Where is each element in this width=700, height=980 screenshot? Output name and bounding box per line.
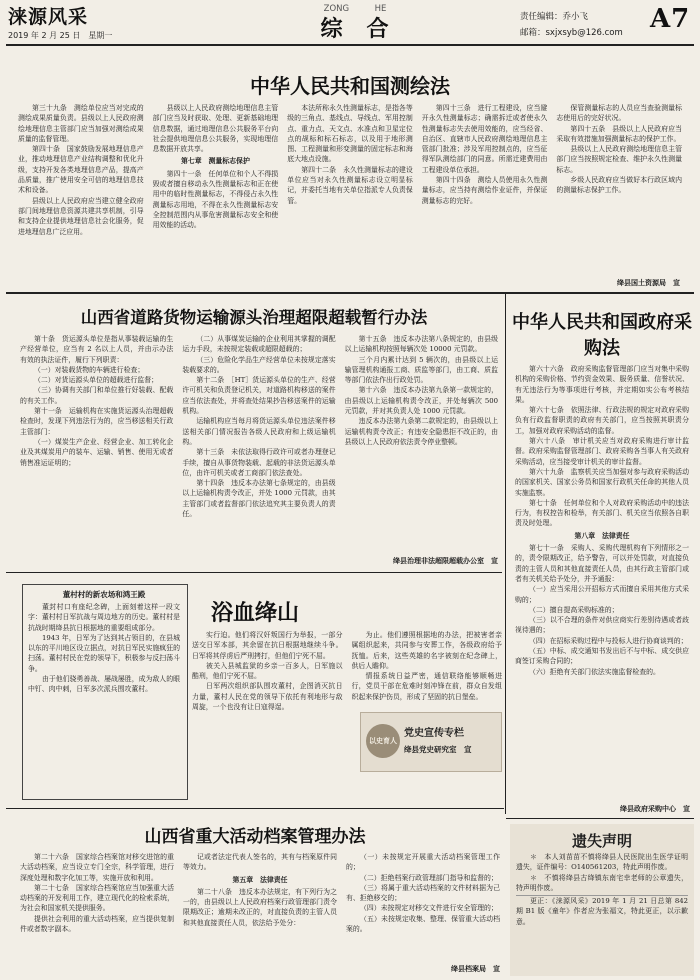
- divider: [6, 292, 694, 294]
- article2-paragraph: （三）协调有关部门和单位推行好装载、配载的有关工作。: [20, 386, 174, 405]
- article3-byline: 绛县政府采购中心 宣: [620, 805, 690, 813]
- article5-paragraph: （五）未按规定收集、整理、保管重大活动档案的。: [346, 914, 500, 934]
- article1-paragraph: 县级以上人民政府测绘地理信息主管部门应当按照规定检查、维护永久性测量标志。: [556, 145, 682, 174]
- article5-paragraph: 第二十七条 国家综合档案馆应当加强重大活动档案的开发利用工作，建立现代化的检索系统，为社会和国家机关提供服务。: [20, 883, 174, 913]
- article2-paragraph: （二）对货运源头单位的超载进行监督；: [34, 376, 159, 385]
- article2-col: [20, 334, 173, 552]
- editor-name: 责任编辑：乔小飞: [520, 12, 589, 22]
- article1-paragraph: 乡级人民政府应当做好本行政区域内的测量标志保护工作。: [556, 176, 682, 195]
- article4-paragraph: 实行迫。他们将汉奸叛国行为举报，一部分送交日军本部，其余留在抗日根据地继续斗争。日军将其俘虏后严刑拷打，但他们宁死不屈。: [192, 631, 343, 660]
- issue-date: 2019 年 2 月 25 日 星期一: [8, 31, 113, 40]
- article5-col: [346, 852, 500, 962]
- correction-notice: 更正：《涞源风采》2019 年 1 月 21 日总第 842 期 B1 版《童年》作者应为张福文，特此更正，以示歉意。: [516, 897, 688, 926]
- article4-paragraph: 日军两次组织部队围攻董村，企图消灭抗日力量，董村人民在党的领导下依托有利地形与敌周旋，一个也没有让日寇得逞。: [192, 682, 343, 712]
- article2-paragraph: （一）对装载货物的车辆进行检查；: [34, 365, 145, 374]
- article2-paragraph: 第十一条 运输机构在实施货运源头治理超载检查时，发现下列违法行为的，应当移送相关行政主管部门：: [20, 407, 174, 436]
- article2-byline: 绛县治理非法超限超载办公室 宣: [393, 557, 498, 565]
- article3-headline: 中华人民共和国政府采购法: [512, 312, 692, 359]
- article5-paragraph: 第二十六条 国家综合档案馆对移交进馆的重大活动档案，应当设立专门全宗，科学管理，进行深度处理和数字化加工等，实施开放和利用。: [20, 853, 174, 882]
- article1-paragraph: 保管测量标志的人员应当查验测量标志使用后的完好状况。: [556, 104, 682, 123]
- article1-chapter-heading: 第七章 测量标志保护: [180, 157, 250, 166]
- article5-paragraph: 提供社会利用的重大活动档案，应当提供复制件或者数字副本。: [20, 914, 174, 934]
- article2-paragraph: （二）从事煤炭运输的企业利用其掌握的调配运力手段，未按规定装载或超限超载的；: [182, 335, 336, 354]
- article2-paragraph: 第十条 货运源头单位是指从事装载运输的生产经营单位，应当有 2 名以上人员，并由示办法有效的执法证件，履行下列职责：: [20, 335, 174, 364]
- article4-paragraph: 被关入县城监狱的乡亲一百多人，日军施以酷刑，他们宁死不屈。: [192, 661, 343, 681]
- sidebar-paragraph: 董封村口有座纪念碑，上面刻着这样一段文字：董村村日军抗战与周边地方的历史。董村村是抗战时期绛县抗日根据地的重要组成部分。: [28, 603, 180, 632]
- article2-paragraph: 第十五条 违反本办法第八条规定的，由县级以上运输机构按照每辆次处 10000 元罚款。: [344, 335, 498, 354]
- article5-paragraph: （三）将属于重大活动档案的文件材料据为己有、拒绝移交的；: [346, 883, 500, 903]
- party-history-seal: 以史育人: [366, 724, 400, 758]
- column-divider: [505, 294, 506, 814]
- page-number: A7: [650, 4, 691, 34]
- article2-headline: 山西省道路货物运输源头治理超限超载暂行办法: [80, 308, 428, 327]
- article2-body: [20, 334, 498, 552]
- article2-paragraph: 运输机构应当每月将货运源头单位违法案件移送相关部门情况报告各级人民政府和上级运输机构。: [182, 417, 336, 446]
- lost-notice-title: 遗失声明: [571, 832, 632, 850]
- article1-paragraph: 县级以上人民政府应当建立健全政府部门间地理信息资源共建共享机制，引导和支持企业提供地理信息社会化服务，促进地理信息广泛应用。: [18, 196, 144, 236]
- divider: [6, 572, 502, 573]
- sidebar-paragraph: 1943 年，日军为了达到其占领目的，在县城以东的平川地区设立据点，对抗日军民实施疯狂的扫荡。董村村民在党的领导下，积极参与反扫荡斗争。: [28, 633, 180, 673]
- article1-col: [287, 103, 413, 275]
- article1-col: [422, 103, 548, 275]
- article3-paragraph: （六）拒绝有关部门依法实施监督检查的。: [529, 667, 660, 676]
- article2-paragraph: 第十四条 违反本办法第七条规定的，由县级以上运输机构责令改正，并处 1000 元罚款，由其主管部门或者监督部门依法追究其主要负责人的责任。: [182, 479, 336, 519]
- article1-paragraph: 第四十条 国家鼓励发展地理信息产业，推动地理信息产业结构调整和优化升级，支持开发各类地理信息产品，提高产品质量，推广使用安全可信的地理信息技术和设备。: [18, 145, 144, 195]
- article2-paragraph: （三）危险化学品生产经营单位未按规定落实装载要求的。: [182, 355, 336, 374]
- divider: [506, 818, 694, 819]
- article2-paragraph: 第十三条 未依法取得行政许可或者办理登记手续，擅自从事货物装载、起载的非法货运源头单位，由许可机关或者工商部门依法查处。: [182, 448, 336, 477]
- article3-paragraph: 第六十九条 监察机关应当加强对参与政府采购活动的国家机关、国家公务员和国家行政机关任命的其他人员实施监察。: [515, 467, 689, 497]
- sidebar-col: [28, 602, 180, 794]
- sidebar-paragraph: 由于他们骁勇善战、屡战屡胜，成为敌人的眼中钉、肉中刺，日军多次派兵围攻董村。: [28, 675, 180, 694]
- article3-paragraph: 第七十一条 采购人、采购代理机构有下列情形之一的，责令限期改正，给予警告，可以并处罚款，对直接负责的主管人员和其他直接责任人员，由其行政主管部门或者有关机关给予处分，并予通报：: [515, 544, 689, 583]
- article4-paragraph: 为止。他们遵照根据地的办法，把被害者亲属组织起来，共同参与安葬工作，各级政府给予抚恤。后来，这些英雄的名字被刻在纪念碑上，供后人瞻仰。: [351, 631, 502, 670]
- article1-col: [556, 103, 682, 275]
- section-name: 综 合: [320, 16, 390, 42]
- article3-body: [515, 364, 689, 802]
- article4-headline: 浴血绛山: [210, 601, 299, 626]
- article2-paragraph: 三个月内累计达到 5 辆次的，由县级以上运输管理机构通报工商、质监等部门，由工商、质监等部门依法作出行政处罚。: [344, 355, 498, 385]
- article1-paragraph: 县级以上人民政府测绘地理信息主管部门应当及时获取、处理、更新基础地理信息数据，通过地理信息公共服务平台向社会提供地理信息公共服务，实现地理信息数据开放共享。: [152, 104, 279, 154]
- article1-paragraph: 第四十三条 进行工程建设，应当避开永久性测量标志；确需拆迁或者使永久性测量标志失去使用效能的，应当经省、自治区、直辖市人民政府测绘地理信息主管部门批准；涉及军用控制点的，应当征得军队测绘部门的同意。所需迁建费用由工程建设单位承担。: [421, 104, 548, 174]
- article5-col: [183, 852, 337, 962]
- article5-paragraph: （一）未按规定开展重大活动档案管理工作的；: [346, 853, 500, 872]
- divider: [6, 808, 504, 809]
- article2-paragraph: 第十二条 ［HT］货运源头单位的生产、经营许可机关和负责登记机关，对道路机构移送的案件应当依法查处，并将查处结果抄告移送案件的运输机构。: [182, 376, 336, 416]
- article3-paragraph: （三）以不合理的条件对供应商实行差别待遇或者歧视待遇的；: [515, 616, 689, 635]
- promo-title: 党史宣传专栏: [404, 728, 464, 739]
- section-pinyin: ZONG HE: [323, 4, 387, 14]
- article5-headline: 山西省重大活动档案管理办法: [144, 827, 366, 847]
- article3-paragraph: 第六十八条 审计机关应当对政府采购进行审计监督。政府采购监督管理部门、政府采购各当事人有关政府采购活动，应当接受审计机关的审计监督。: [515, 437, 689, 466]
- article1-paragraph: 第四十二条 永久性测量标志的建设单位应当对永久性测量标志设立明显标记，并委托当地有关单位指派专人负责保管。: [287, 165, 413, 205]
- article5-chapter-heading: 第五章 法律责任: [232, 875, 288, 884]
- article2-col: [345, 334, 498, 552]
- article2-paragraph: （一）煤炭生产企业、经营企业、加工转化企业及其煤炭用户的装车、运输、销售、使用无或者销售准运证明的；: [20, 437, 174, 467]
- article5-body: [20, 852, 500, 962]
- article3-col: [515, 364, 689, 802]
- article1-col: [153, 103, 279, 275]
- article2-paragraph: 第十六条 违反本办法第九条第一款规定的，由县级以上运输机构责令改正，并处每辆次 500 元罚款，并对其负责人处 1000 元罚款。: [344, 386, 498, 416]
- article3-paragraph: （五）中标、成交通知书发出后不与中标、成交供应商签订采购合同的；: [515, 647, 689, 666]
- article3-paragraph: （四）在招标采购过程中与投标人进行协商谈判的；: [529, 636, 688, 645]
- article1-body: [18, 103, 682, 275]
- article3-paragraph: 第六十六条 政府采购监督管理部门应当对集中采购机构的采购价格、节约资金效果、服务质量、信誉状况、有无违法行为等事项进行考核，并定期如实公布考核结果。: [515, 365, 689, 404]
- article5-col: [20, 852, 174, 962]
- article1-paragraph: 第四十五条 县级以上人民政府应当采取有效措施加强测量标志的保护工作。: [556, 124, 682, 143]
- article3-paragraph: （一）应当采用公开招标方式而擅自采用其他方式采购的；: [515, 585, 689, 604]
- article1-paragraph: 第四十一条 任何单位和个人不得损毁或者擅自移动永久性测量标志和正在使用中的临时性测量标志，不得侵占永久性测量标志用地，不得在永久性测量标志安全控制范围内从事危害测量标志安全和使用效能的活动。: [152, 169, 279, 230]
- masthead-rule: [6, 44, 694, 46]
- article5-paragraph: 记或者法定代表人签名的，其有与档案原件同等效力。: [183, 853, 337, 872]
- lost-notice-item: ＊ 本人刘苗苗不慎将绛县人民医院出生医学证明遗失，证件编号：O140561203，特此声明作废。: [516, 853, 688, 872]
- article1-col: [18, 103, 144, 275]
- promo-org: 绛县党史研究室 宣: [404, 745, 472, 754]
- article1-paragraph: 本法所称永久性测量标志，是指各等级的三角点、基线点、导线点、军用控制点、重力点、天文点、水准点和卫星定位点的觇标和标石标志，以及用于地形测图、工程测量和形变测量的固定标志和海底大地点设施。: [287, 104, 413, 164]
- article1-paragraph: 第四十四条 测绘人员使用永久性测量标志，应当持有测绘作业证件，并保证测量标志的完好。: [421, 176, 548, 205]
- article3-paragraph: （二）擅自提高采购标准的；: [529, 605, 619, 614]
- sidebar-title: 董村村的新农场和鸿王殿: [62, 590, 146, 599]
- article4-paragraph: 情报系统日益严密，通信联络能够顺畅进行，党员干部在危难时刻冲锋在前，群众自发组织起来保护伤员，形成了坚固的抗日堡垒。: [351, 672, 502, 701]
- article5-paragraph: 第二十八条 违反本办法规定，有下列行为之一的，由县级以上人民政府档案行政管理部门责令限期改正；逾期未改正的，对直接负责的主管人员和其他直接责任人员，依法给予处分：: [183, 887, 337, 927]
- article5-paragraph: （四）未按规定对移交文件进行安全管理的；: [360, 904, 498, 913]
- article3-chapter-heading: 第八章 法律责任: [574, 531, 630, 540]
- article2-paragraph: 违反本办法第九条第二款规定的，由县级以上运输机构责令改正；有违安全隐患拒不改正的，由县级以上人民政府依法责令停业整顿。: [344, 417, 498, 446]
- lost-notice-col: [516, 852, 688, 972]
- article3-paragraph: 第六十七条 依照法律、行政法规的规定对政府采购负有行政监督职责的政府有关部门，应当按照其职责分工，加强对政府采购活动的监督。: [515, 406, 689, 435]
- newspaper-title: 涞源风采: [8, 6, 89, 28]
- editor-email: 邮箱：sxjxsyb@126.com: [520, 28, 623, 38]
- article2-col: [182, 334, 335, 552]
- sidebar-body: [28, 602, 180, 794]
- article5-paragraph: （二）拒绝档案行政管理部门指导和监督的；: [360, 873, 498, 882]
- article5-byline: 绛县档案局 宣: [451, 965, 500, 973]
- article1-paragraph: 第三十九条 测绘单位应当对完成的测绘成果质量负责。县级以上人民政府测绘地理信息主管部门应当加强对测绘成果质量的监督管理。: [18, 104, 144, 143]
- article3-paragraph: 第七十条 任何单位和个人对政府采购活动中的违法行为，有权控告和检举，有关部门、机关应当依照各自职责及时处理。: [515, 498, 689, 528]
- lost-notice-item: ＊ 不慎将绛县古绛镇东南宅幸老师的公章遗失，特声明作废。: [516, 873, 688, 892]
- lost-notice-body: [516, 852, 688, 972]
- article1-byline: 绛县国土资源局 宣: [617, 279, 680, 287]
- article4-col: [192, 630, 343, 798]
- article1-headline: 中华人民共和国测绘法: [250, 74, 450, 98]
